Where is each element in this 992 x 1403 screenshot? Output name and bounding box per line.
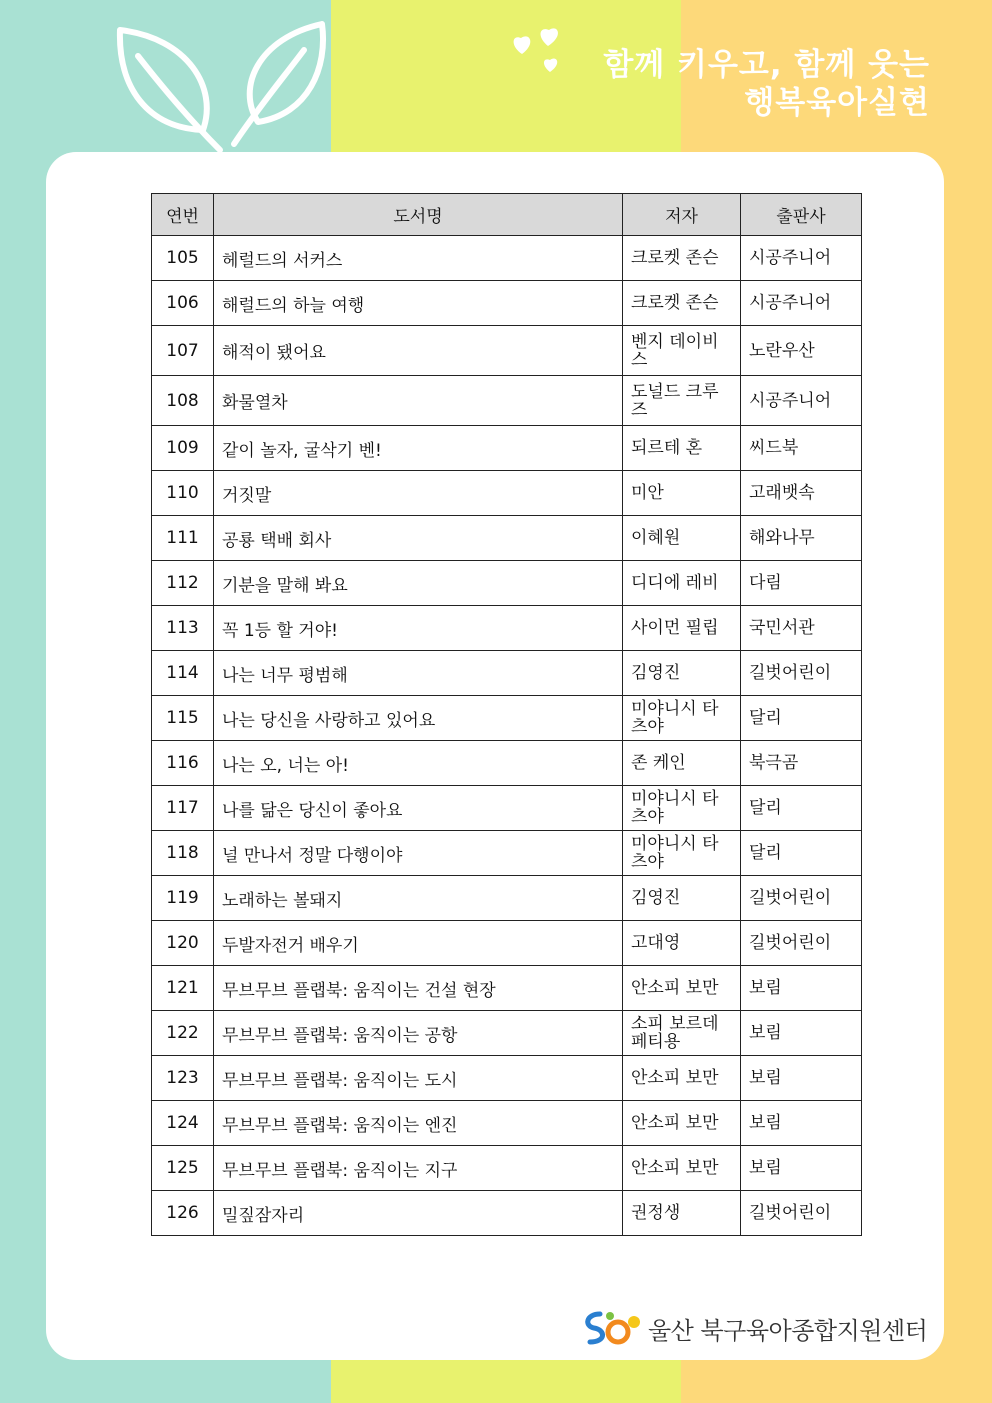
book-title: 공룡 택배 회사 [214, 516, 623, 561]
table-row [152, 1146, 862, 1191]
book-number: 115 [152, 696, 214, 741]
table-row [152, 561, 862, 606]
table-row [152, 376, 862, 426]
book-author: 크로켓 존슨 [623, 236, 741, 281]
book-number: 106 [152, 281, 214, 326]
book-publisher: 국민서관 [741, 606, 862, 651]
slogan-line-1: 함께 키우고, 함께 웃는 [603, 47, 930, 83]
book-title: 무브무브 플랩북: 움직이는 건설 현장 [214, 966, 623, 1011]
book-number: 119 [152, 876, 214, 921]
book-number: 113 [152, 606, 214, 651]
book-author: 안소피 보만 [623, 1146, 741, 1191]
hearts-icon [508, 24, 572, 74]
book-author: 안소피 보만 [623, 966, 741, 1011]
book-title: 해럴드의 하늘 여행 [214, 281, 623, 326]
table-row [152, 786, 862, 831]
table-row [152, 831, 862, 876]
book-publisher: 다림 [741, 561, 862, 606]
header-number: 연번 [152, 194, 214, 236]
book-number: 108 [152, 376, 214, 426]
book-title: 나를 닮은 당신이 좋아요 [214, 786, 623, 831]
table-row [152, 696, 862, 741]
footer-logo [580, 1308, 927, 1348]
book-number: 122 [152, 1011, 214, 1056]
book-number: 125 [152, 1146, 214, 1191]
book-author: 되르테 혼 [623, 426, 741, 471]
book-number: 121 [152, 966, 214, 1011]
book-publisher: 보림 [741, 1101, 862, 1146]
book-publisher: 달리 [741, 786, 862, 831]
book-number: 126 [152, 1191, 214, 1236]
book-number: 110 [152, 471, 214, 516]
book-publisher: 달리 [741, 831, 862, 876]
book-author: 벤지 데이비스 [623, 326, 741, 376]
book-publisher: 시공주니어 [741, 281, 862, 326]
table-row [152, 326, 862, 376]
table-row [152, 1101, 862, 1146]
book-author: 고대영 [623, 921, 741, 966]
org-name: 울산 북구육아종합지원센터 [648, 1316, 928, 1345]
book-author: 미야니시 타츠야 [623, 786, 741, 831]
book-publisher: 보림 [741, 1056, 862, 1101]
book-number: 107 [152, 326, 214, 376]
book-publisher: 시공주니어 [741, 376, 862, 426]
center-logo-icon [580, 1308, 642, 1348]
book-author: 권정생 [623, 1191, 741, 1236]
book-title: 꼭 1등 할 거야! [214, 606, 623, 651]
slogan-line-2: 행복육아실현 [744, 85, 930, 121]
table-row [152, 516, 862, 561]
book-author: 안소피 보만 [623, 1101, 741, 1146]
table-row [152, 471, 862, 516]
book-title: 화물열차 [214, 376, 623, 426]
book-publisher: 길벗어린이 [741, 1191, 862, 1236]
book-number: 111 [152, 516, 214, 561]
table-row [152, 426, 862, 471]
book-author: 디디에 레비 [623, 561, 741, 606]
book-title: 노래하는 볼돼지 [214, 876, 623, 921]
slogan [603, 46, 930, 122]
book-title: 무브무브 플랩북: 움직이는 도시 [214, 1056, 623, 1101]
book-title: 나는 너무 평범해 [214, 651, 623, 696]
book-publisher: 길벗어린이 [741, 651, 862, 696]
book-author: 이혜원 [623, 516, 741, 561]
header-publisher: 출판사 [741, 194, 862, 236]
leaf-icon [108, 18, 348, 158]
book-title: 기분을 말해 봐요 [214, 561, 623, 606]
table-header-row [152, 194, 862, 236]
book-author: 미야니시 타츠야 [623, 831, 741, 876]
book-title: 무브무브 플랩북: 움직이는 엔진 [214, 1101, 623, 1146]
book-author: 사이먼 필립 [623, 606, 741, 651]
table-row [152, 741, 862, 786]
book-title: 널 만나서 정말 다행이야 [214, 831, 623, 876]
book-number: 114 [152, 651, 214, 696]
book-publisher: 해와나무 [741, 516, 862, 561]
book-title: 밀짚잠자리 [214, 1191, 623, 1236]
book-author: 미야니시 타츠야 [623, 696, 741, 741]
header-author: 저자 [623, 194, 741, 236]
book-number: 118 [152, 831, 214, 876]
book-publisher: 노란우산 [741, 326, 862, 376]
book-title: 무브무브 플랩북: 움직이는 공항 [214, 1011, 623, 1056]
book-number: 105 [152, 236, 214, 281]
book-author: 도널드 크루즈 [623, 376, 741, 426]
book-publisher: 길벗어린이 [741, 876, 862, 921]
table-row [152, 1011, 862, 1056]
table-row [152, 966, 862, 1011]
book-publisher: 보림 [741, 1011, 862, 1056]
book-author: 김영진 [623, 876, 741, 921]
book-author: 소피 보르데 페티용 [623, 1011, 741, 1056]
book-publisher: 시공주니어 [741, 236, 862, 281]
book-number: 117 [152, 786, 214, 831]
book-author: 안소피 보만 [623, 1056, 741, 1101]
book-title: 두발자전거 배우기 [214, 921, 623, 966]
table-row [152, 1056, 862, 1101]
book-number: 124 [152, 1101, 214, 1146]
header-title: 도서명 [214, 194, 623, 236]
book-publisher: 고래뱃속 [741, 471, 862, 516]
table-body [152, 236, 862, 1236]
book-title: 해적이 됐어요 [214, 326, 623, 376]
book-number: 112 [152, 561, 214, 606]
book-publisher: 북극곰 [741, 741, 862, 786]
book-number: 123 [152, 1056, 214, 1101]
book-title: 거짓말 [214, 471, 623, 516]
table-row [152, 606, 862, 651]
table-row [152, 281, 862, 326]
table-row [152, 876, 862, 921]
book-number: 116 [152, 741, 214, 786]
book-author: 존 케인 [623, 741, 741, 786]
book-number: 120 [152, 921, 214, 966]
table-row [152, 921, 862, 966]
book-list-table [151, 193, 862, 1236]
book-author: 크로켓 존슨 [623, 281, 741, 326]
book-number: 109 [152, 426, 214, 471]
book-author: 김영진 [623, 651, 741, 696]
book-title: 같이 놀자, 굴삭기 벤! [214, 426, 623, 471]
book-publisher: 달리 [741, 696, 862, 741]
book-title: 무브무브 플랩북: 움직이는 지구 [214, 1146, 623, 1191]
table-row [152, 236, 862, 281]
book-publisher: 보림 [741, 1146, 862, 1191]
book-title: 나는 오, 너는 아! [214, 741, 623, 786]
book-publisher: 보림 [741, 966, 862, 1011]
book-title: 나는 당신을 사랑하고 있어요 [214, 696, 623, 741]
book-publisher: 길벗어린이 [741, 921, 862, 966]
book-publisher: 씨드북 [741, 426, 862, 471]
book-author: 미안 [623, 471, 741, 516]
table-row [152, 1191, 862, 1236]
book-title: 헤럴드의 서커스 [214, 236, 623, 281]
table-row [152, 651, 862, 696]
